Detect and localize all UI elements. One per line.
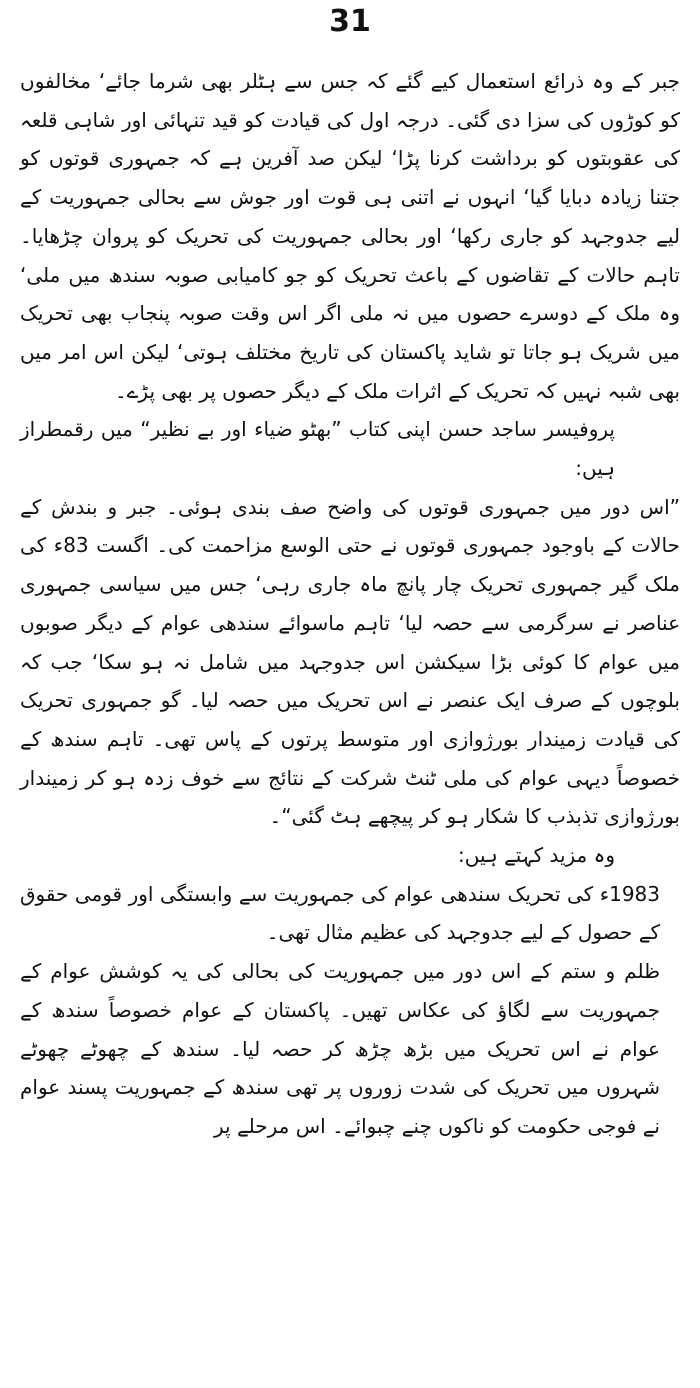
page-body: [20, 62, 680, 1146]
page-number: 31: [329, 4, 371, 39]
paragraph-further-says: وہ مزید کہتے ہیں:: [458, 843, 615, 868]
paragraph-oppression-era: ظلم و ستم کے اس دور میں جمہوریت کی بحالی کی یہ کوشش عوام کے جمہوریت سے لگاؤ کی عکاس تھیں۔ پاکستان کے عوام خصوصاً سندھ کے عوام نے اس تحریک میں بڑھ چڑھ کر حصہ لیا۔ سندھ کے چھوٹے چھوٹے شہروں میں تحریک کی شدت زوروں پر تھی سندھ کے جمہوریت پسند عوام نے فوجی حکومت کو ناکوں چنے چبوائے۔ اس مرحلے پر: [20, 959, 660, 1138]
paragraph-1983-movement: 1983ء کی تحریک سندھی عوام کی جمہوریت سے وابستگی اور قومی حقوق کے حصول کے لیے جدوجہد کی عظیم مثال تھی۔: [20, 881, 660, 945]
block-quote: ”اس دور میں جمہوری قوتوں کی واضح صف بندی ہوئی۔ جبر و بندش کے حالات کے باوجود جمہوری قوتوں نے حتی الوسع مزاحمت کی۔ اگست 83ء کی ملک گیر جمہوری تحریک چار پانچ ماہ جاری رہی‘ جس میں سیاسی جمہوری عناصر نے سرگرمی سے حصہ لیا‘ تاہم ماسوائے سندھی عوام کے دیگر صوبوں میں عوام کا کوئی بڑا سیکشن اس جدوجہد میں شامل نہ ہو سکا‘ جب کہ بلوچوں کے صرف ایک عنصر نے اس تحریک میں حصہ لیا۔ گو جمہوری تحریک کی قیادت زمیندار بورژوازی اور متوسط پرتوں کے پاس تھی۔ تاہم سندھ کے خصوصاً دیہی عوام کی ملی ٹنٹ شرکت کے نتائج سے خوف زدہ ہو کر زمیندار بورژوازی تذبذب کا شکار ہو کر پیچھے ہٹ گئی“۔: [20, 494, 680, 829]
paragraph-citation-intro: پروفیسر ساجد حسن اپنی کتاب ”بھٹو ضیاء اور بے نظیر“ میں رقمطراز ہیں:: [20, 417, 615, 481]
paragraph-opening: جبر کے وہ ذرائع استعمال کیے گئے کہ جس سے ہٹلر بھی شرما جائے‘ مخالفوں کو کوڑوں کی سزا دی گئی۔ درجہ اول کی قیادت کو قید تنہائی اور شاہی قلعہ کی عقوبتوں کو برداشت کرنا پڑا‘ لیکن صد آفرین ہے کہ جمہوری قوتوں کو جتنا زیادہ دبایا گیا‘ انہوں نے اتنی ہی قوت اور جوش سے بحالی جمہوریت کے لیے جدوجہد کو جاری رکھا‘ اور بحالی جمہوریت کی تحریک کو پروان چڑھایا۔ تاہم حالات کے تقاضوں کے باعث تحریک کو جو کامیابی صوبہ سندھ میں ملی‘ وہ ملک کے دوسرے حصوں میں نہ ملی اگر اس وقت صوبہ پنجاب بھی تحریک میں شریک ہو جاتا تو شاید پاکستان کی تاریخ مختلف ہوتی‘ لیکن اس امر میں بھی شبہ نہیں کہ تحریک کے اثرات ملک کے دیگر حصوں پر بھی پڑے۔: [20, 69, 680, 403]
